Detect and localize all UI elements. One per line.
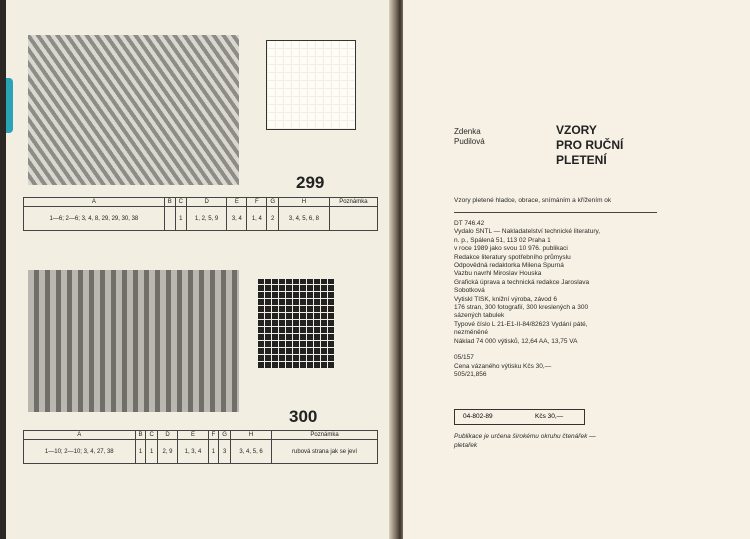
title-line: PRO RUČNÍ (556, 138, 624, 152)
author-line: Zdenka (454, 127, 481, 136)
table-header-row (24, 431, 378, 440)
table-header-cell: G (267, 198, 279, 207)
table-header-cell: D (157, 431, 177, 440)
pattern-number-299: 299 (296, 173, 325, 192)
table-header-cell: A (24, 198, 165, 207)
page-tab-marker (6, 78, 13, 133)
table-header-cell: B (135, 431, 146, 440)
imprint-line: 176 stran, 300 fotografií, 300 kreslených a 300 (454, 304, 589, 312)
imprint-line: v roce 1989 jako svou 10 976. publikaci (454, 245, 568, 253)
audience-note (454, 432, 596, 450)
table-cell: 3 (219, 440, 231, 464)
author-name (454, 127, 485, 147)
stitch-chart-300 (257, 279, 335, 369)
pattern-table-300 (23, 430, 378, 464)
table-cell: 1—6; 2—6; 3, 4, 8, 29, 29, 30, 38 (24, 207, 165, 231)
table-header-cell: A (24, 431, 136, 440)
imprint-line: 05/157 (454, 354, 474, 362)
imprint-line: n. p., Spálená 51, 113 02 Praha 1 (454, 236, 551, 244)
table-header-cell: C (175, 198, 186, 207)
table-header-cell: F (208, 431, 218, 440)
imprint-line: Náklad 74 000 výtisků, 12,64 AA, 13,75 VA (454, 337, 578, 345)
table-cell (329, 207, 377, 231)
table-cell: 3, 4, 5, 6 (231, 440, 272, 464)
price-label: Kčs 30,— (535, 413, 564, 420)
imprint-line: Vydalo SNTL — Nakladatelství technické literatury, (454, 228, 601, 236)
imprint-line: Cena vázaného výtisku Kčs 30,— (454, 362, 552, 370)
table-cell: 1, 2, 5, 9 (186, 207, 226, 231)
imprint-line: sázených tabulek (454, 312, 505, 320)
imprint-line: Vytiskl TISK, knižní výroba, závod 6 (454, 295, 557, 303)
pattern-table-299 (23, 197, 378, 231)
table-header-row (24, 198, 378, 207)
imprint-line: Redakce literatury spotřebního průmyslu (454, 253, 571, 261)
table-header-cell: H (279, 198, 330, 207)
imprint-line: Odpovědná redaktorka Milena Spurná (454, 262, 564, 270)
table-header-cell: F (247, 198, 267, 207)
table-header-cell: D (186, 198, 226, 207)
imprint-line: Sobotková (454, 287, 485, 295)
pattern-number-300: 300 (289, 407, 318, 426)
imprint-line: Typové číslo L 21-E1-II-84/82623 Vydání páté, (454, 320, 588, 328)
table-header-cell: Poznámka (329, 198, 377, 207)
table-row (24, 440, 378, 464)
table-header-cell: B (164, 198, 175, 207)
table-cell: 2 (267, 207, 279, 231)
imprint-line: nezměněné (454, 329, 488, 337)
table-cell: 1 (208, 440, 218, 464)
table-header-cell: H (231, 431, 272, 440)
imprint-line: Grafická úprava a technická redakce Jaroslava (454, 278, 590, 286)
table-cell: 1, 3, 4 (178, 440, 209, 464)
table-cell (164, 207, 175, 231)
imprint-line (454, 346, 657, 354)
right-page (403, 0, 750, 539)
divider (454, 212, 657, 213)
note-line: pletařek (454, 442, 478, 449)
table-cell: 1 (135, 440, 146, 464)
table-header-cell: E (178, 431, 209, 440)
table-cell: 1 (146, 440, 157, 464)
imprint-line: Vazbu navrhl Miroslav Houska (454, 270, 542, 278)
table-cell: 3, 4, 5, 6, 8 (279, 207, 330, 231)
table-header-cell: E (227, 198, 247, 207)
imprint-line: 505/21,856 (454, 370, 487, 378)
table-row (24, 207, 378, 231)
table-header-cell: C (146, 431, 157, 440)
table-cell: rubová strana jak se jeví (272, 440, 378, 464)
author-line: Pudilová (454, 137, 485, 146)
table-header-cell: G (219, 431, 231, 440)
table-cell: 1 (175, 207, 186, 231)
subtitle: Vzory pletené hladce, obrace, snímáním a křížením ok (454, 197, 612, 204)
catalog-code: 04-802-89 (463, 413, 493, 420)
note-line: Publikace je určena širokému okruhu čtenářek — (454, 433, 596, 440)
table-cell: 1—10; 2—10; 3, 4, 27, 38 (24, 440, 136, 464)
table-header-cell: Poznámka (272, 431, 378, 440)
table-cell: 3, 4 (227, 207, 247, 231)
stitch-chart-299 (266, 40, 356, 130)
imprint-block (454, 220, 657, 379)
price-box (454, 409, 585, 425)
book-title (556, 123, 623, 168)
book-spread (6, 0, 750, 539)
title-line: VZORY (556, 123, 597, 137)
imprint-line: DT 746.42 (454, 220, 485, 227)
title-line: PLETENÍ (556, 153, 607, 167)
knit-photo-299 (28, 35, 239, 185)
left-page (6, 0, 395, 539)
table-cell: 2, 9 (157, 440, 177, 464)
table-cell: 1, 4 (247, 207, 267, 231)
knit-photo-300 (28, 270, 239, 412)
